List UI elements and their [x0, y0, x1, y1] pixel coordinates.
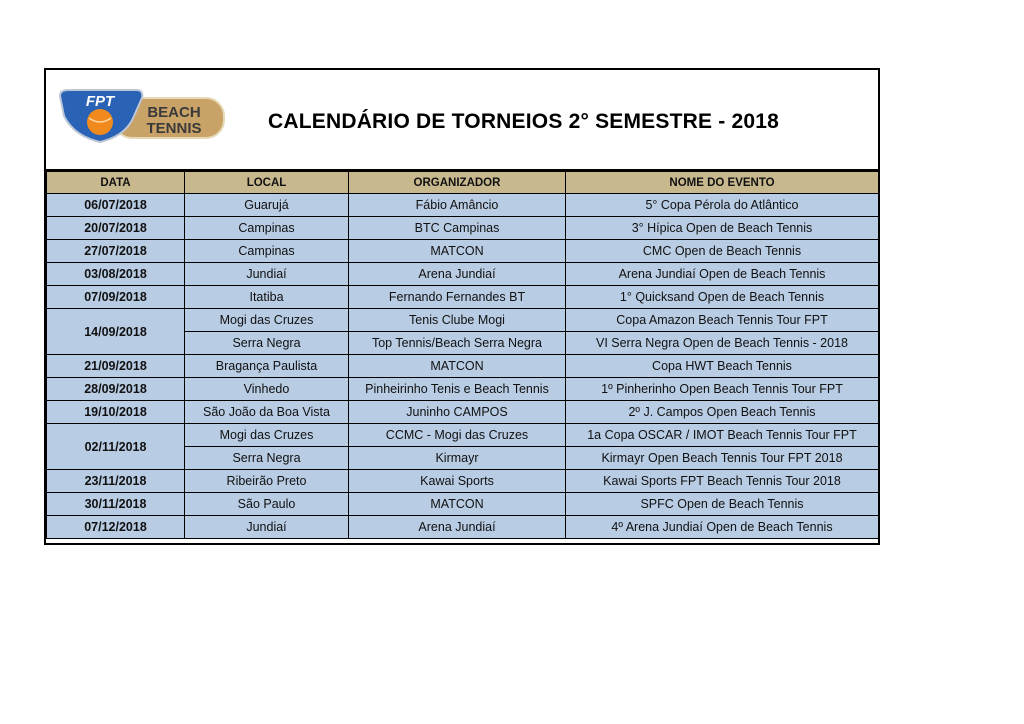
event-name-cell: 1º Pinherinho Open Beach Tennis Tour FPT: [566, 378, 879, 401]
date-cell: 07/12/2018: [47, 516, 185, 539]
event-name-cell: 2º J. Campos Open Beach Tennis: [566, 401, 879, 424]
local-cell: Vinhedo: [185, 378, 349, 401]
organizer-cell: Fábio Amâncio: [349, 194, 566, 217]
date-cell: 30/11/2018: [47, 493, 185, 516]
date-cell: 03/08/2018: [47, 263, 185, 286]
organizer-cell: MATCON: [349, 355, 566, 378]
page-title: CALENDÁRIO DE TORNEIOS 2° SEMESTRE - 2018: [268, 110, 779, 133]
date-cell: 21/09/2018: [47, 355, 185, 378]
organizer-cell: Arena Jundiaí: [349, 263, 566, 286]
event-name-cell: Kirmayr Open Beach Tennis Tour FPT 2018: [566, 447, 879, 470]
local-cell: Mogi das Cruzes: [185, 309, 349, 332]
date-cell: 19/10/2018: [47, 401, 185, 424]
fpt-beach-tennis-logo: [56, 86, 228, 146]
local-cell: Campinas: [185, 240, 349, 263]
date-cell: 07/09/2018: [47, 286, 185, 309]
local-cell: São Paulo: [185, 493, 349, 516]
date-cell: 14/09/2018: [47, 309, 185, 355]
local-cell: Campinas: [185, 217, 349, 240]
logo-mark-text: FPT: [85, 93, 115, 110]
calendar-sheet: [44, 68, 880, 545]
local-cell: Jundiaí: [185, 516, 349, 539]
event-name-cell: VI Serra Negra Open de Beach Tennis - 2018: [566, 332, 879, 355]
organizer-cell: Top Tennis/Beach Serra Negra: [349, 332, 566, 355]
event-name-cell: SPFC Open de Beach Tennis: [566, 493, 879, 516]
local-cell: Jundiaí: [185, 263, 349, 286]
event-name-cell: 1a Copa OSCAR / IMOT Beach Tennis Tour FPT: [566, 424, 879, 447]
table-row: [47, 240, 879, 263]
logo-line1-text: BEACH: [147, 104, 201, 121]
table-row: [47, 309, 879, 332]
local-cell: Bragança Paulista: [185, 355, 349, 378]
local-cell: Serra Negra: [185, 332, 349, 355]
event-name-cell: CMC Open de Beach Tennis: [566, 240, 879, 263]
table-row: [47, 286, 879, 309]
event-name-cell: Arena Jundiaí Open de Beach Tennis: [566, 263, 879, 286]
organizer-cell: MATCON: [349, 240, 566, 263]
event-name-cell: Copa HWT Beach Tennis: [566, 355, 879, 378]
organizer-cell: Tenis Clube Mogi: [349, 309, 566, 332]
organizer-cell: Arena Jundiaí: [349, 516, 566, 539]
table-row: [47, 470, 879, 493]
organizer-cell: Kirmayr: [349, 447, 566, 470]
tournament-table: [46, 171, 879, 539]
table-row: [47, 217, 879, 240]
table-row: [47, 493, 879, 516]
organizer-cell: MATCON: [349, 493, 566, 516]
organizer-cell: Fernando Fernandes BT: [349, 286, 566, 309]
date-cell: 23/11/2018: [47, 470, 185, 493]
event-name-cell: Copa Amazon Beach Tennis Tour FPT: [566, 309, 879, 332]
local-cell: Ribeirão Preto: [185, 470, 349, 493]
table-row: [47, 355, 879, 378]
event-name-cell: Kawai Sports FPT Beach Tennis Tour 2018: [566, 470, 879, 493]
column-header-event: NOME DO EVENTO: [566, 172, 879, 194]
table-row: [47, 516, 879, 539]
organizer-cell: BTC Campinas: [349, 217, 566, 240]
organizer-cell: Juninho CAMPOS: [349, 401, 566, 424]
organizer-cell: CCMC - Mogi das Cruzes: [349, 424, 566, 447]
local-cell: São João da Boa Vista: [185, 401, 349, 424]
local-cell: Guarujá: [185, 194, 349, 217]
column-header-date: DATA: [47, 172, 185, 194]
event-name-cell: 5° Copa Pérola do Atlântico: [566, 194, 879, 217]
logo-line2-text: TENNIS: [146, 120, 202, 137]
event-name-cell: 4º Arena Jundiaí Open de Beach Tennis: [566, 516, 879, 539]
column-header-organizer: ORGANIZADOR: [349, 172, 566, 194]
date-cell: 02/11/2018: [47, 424, 185, 470]
table-row: [47, 401, 879, 424]
event-name-cell: 1° Quicksand Open de Beach Tennis: [566, 286, 879, 309]
local-cell: Mogi das Cruzes: [185, 424, 349, 447]
organizer-cell: Pinheirinho Tenis e Beach Tennis: [349, 378, 566, 401]
table-row: [47, 263, 879, 286]
sheet-header: [46, 70, 878, 171]
table-header-row: [47, 172, 879, 194]
organizer-cell: Kawai Sports: [349, 470, 566, 493]
table-row: [47, 378, 879, 401]
local-cell: Serra Negra: [185, 447, 349, 470]
date-cell: 27/07/2018: [47, 240, 185, 263]
column-header-local: LOCAL: [185, 172, 349, 194]
date-cell: 20/07/2018: [47, 217, 185, 240]
date-cell: 06/07/2018: [47, 194, 185, 217]
date-cell: 28/09/2018: [47, 378, 185, 401]
table-row: [47, 194, 879, 217]
event-name-cell: 3° Hípica Open de Beach Tennis: [566, 217, 879, 240]
table-row: [47, 424, 879, 447]
local-cell: Itatiba: [185, 286, 349, 309]
